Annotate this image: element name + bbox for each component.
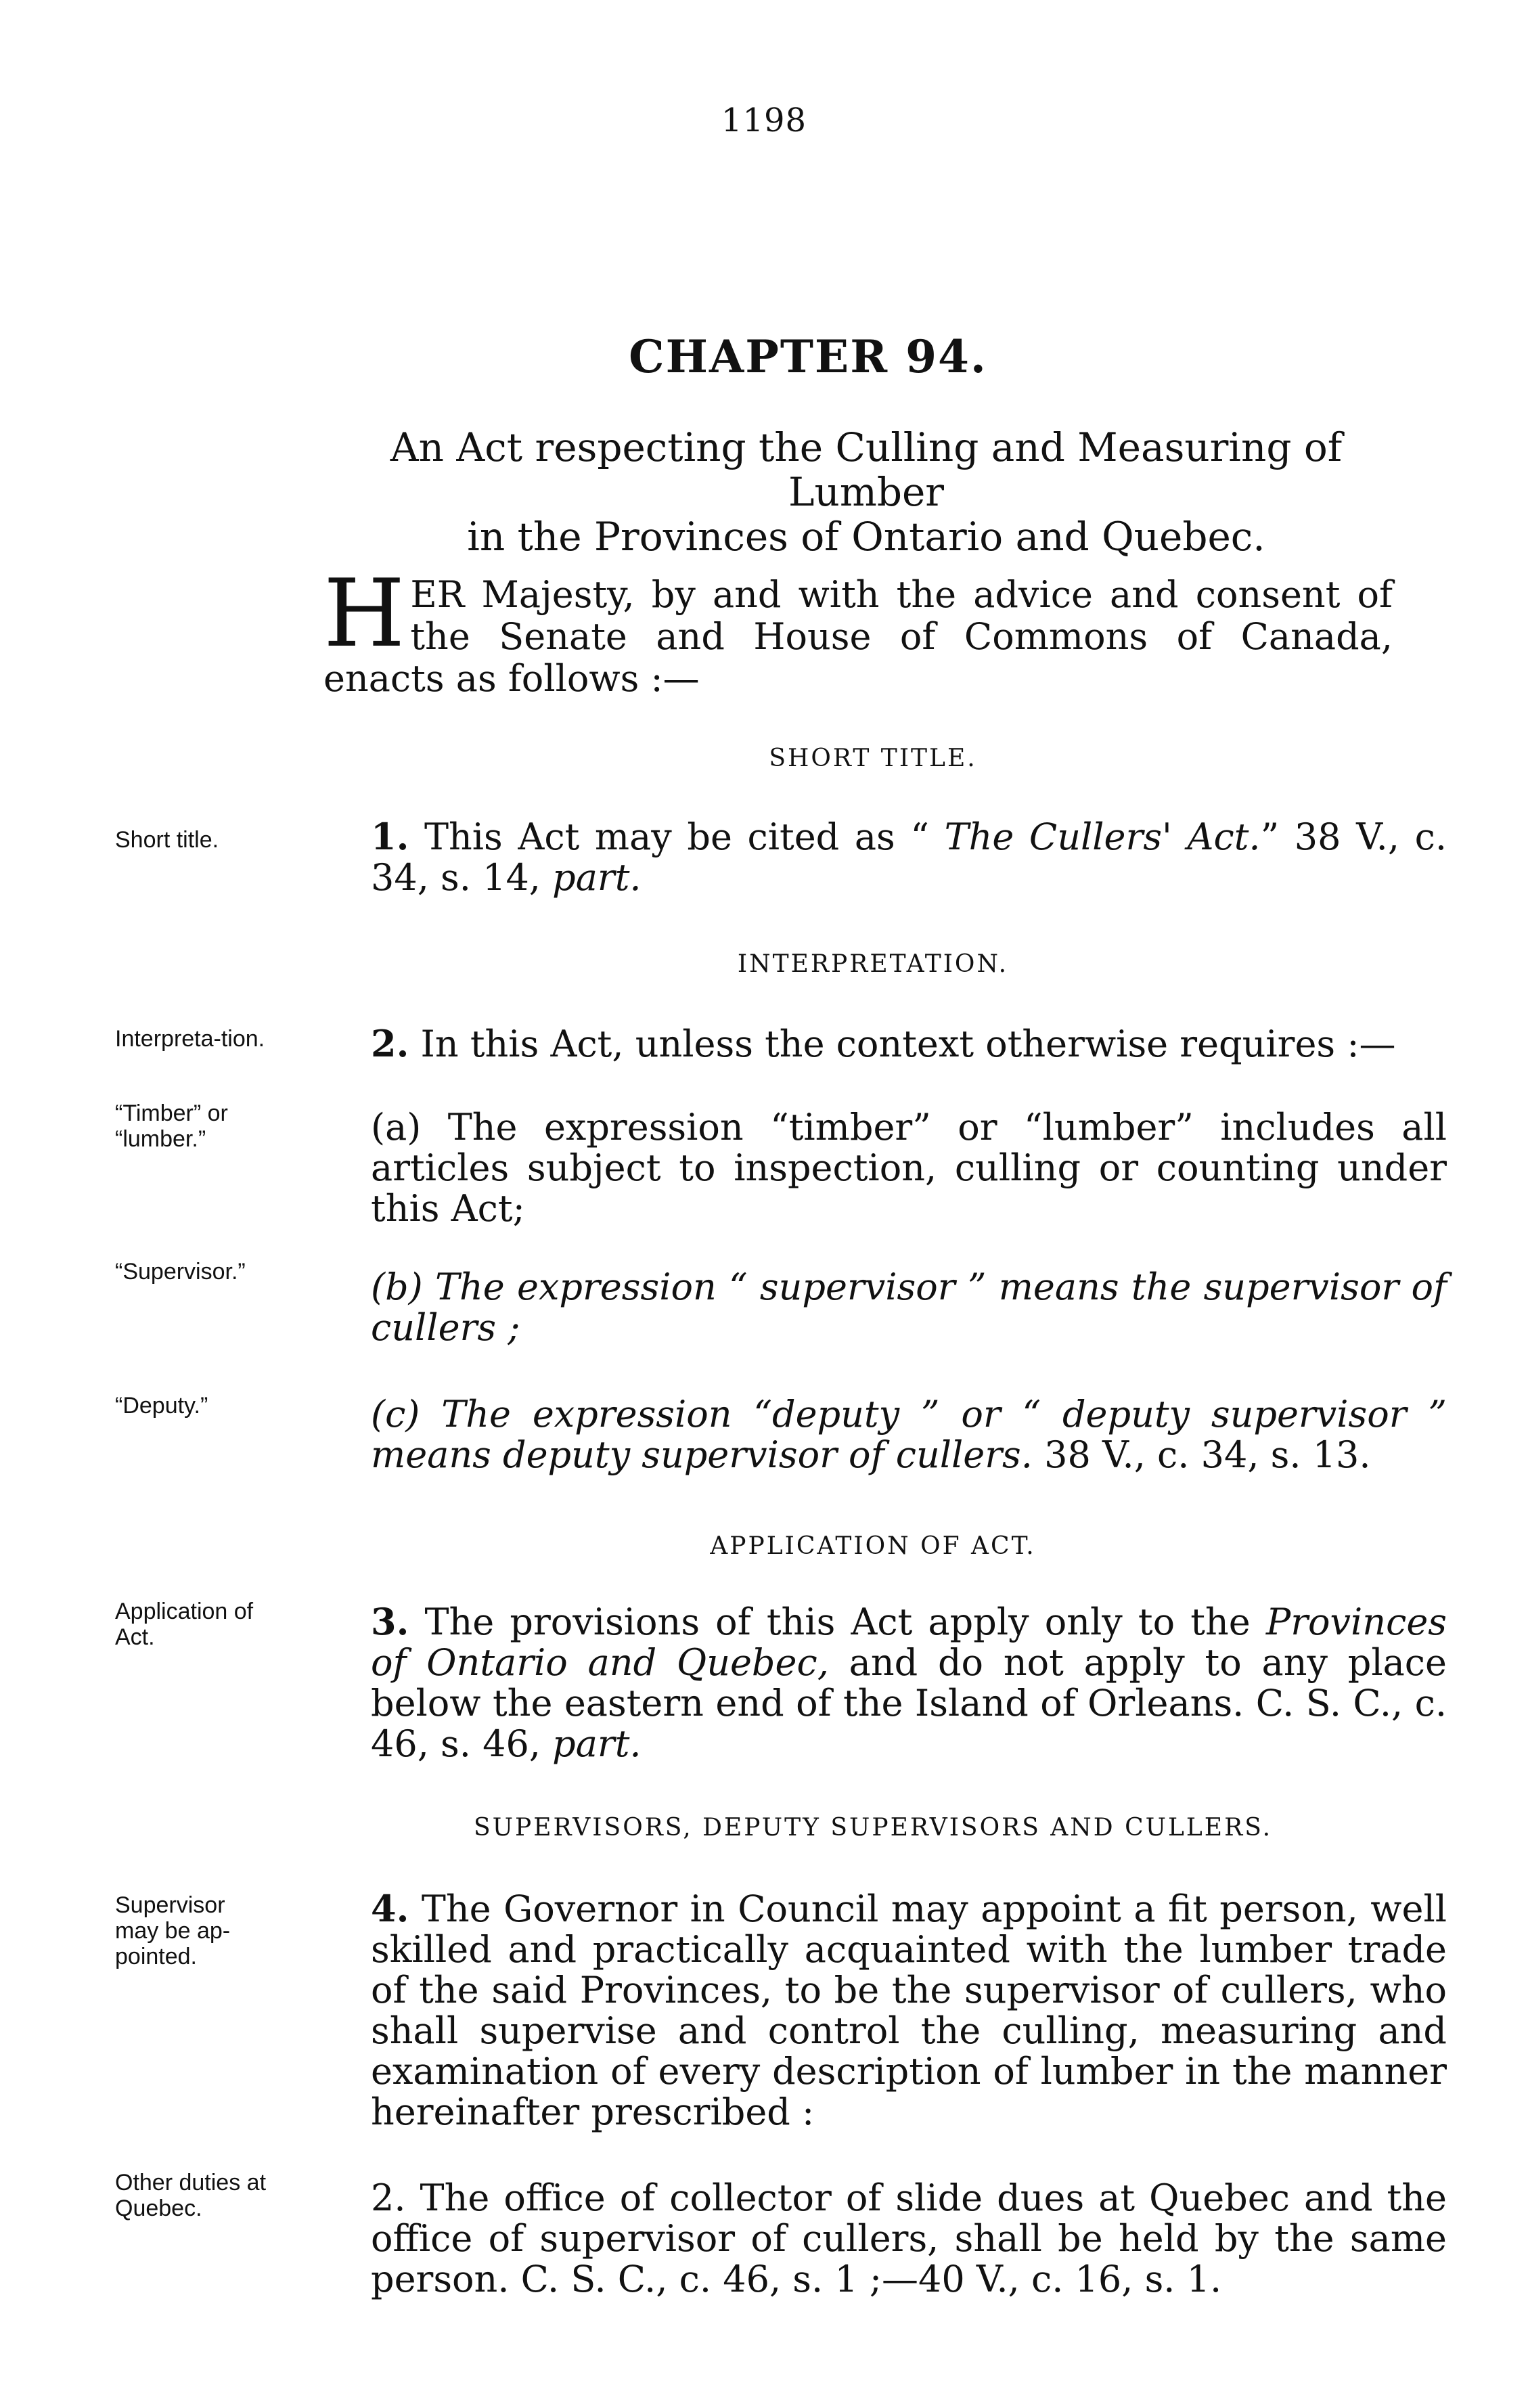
section-2-a: (a) The expression “timber” or “lumber” includes all articles subject to inspection, culling or counting under this Act; bbox=[371, 1106, 1447, 1230]
heading-supervisors: SUPERVISORS, DEPUTY SUPERVISORS AND CULLERS. bbox=[473, 1814, 1273, 1842]
margin-note-timber: “Timber” or “lumber.” bbox=[115, 1100, 228, 1152]
section-2-text: In this Act, unless the context otherwise requires :— bbox=[409, 1023, 1396, 1065]
section-3-text-b: and do not apply to any place below the eastern end of the Island of Orleans. C. S. C., c. 46, s. 46, bbox=[371, 1641, 1447, 1765]
enacting-text: ER Majesty, by and with the advice and consent of the Senate and House of Commons of Canada, enacts as follows :— bbox=[323, 573, 1393, 700]
section-1-part: part. bbox=[552, 856, 642, 899]
margin-note-supervisor-appointed: Supervisor may be ap-pointed. bbox=[115, 1892, 231, 1969]
heading-application: APPLICATION OF ACT. bbox=[710, 1532, 1036, 1560]
section-2-c bbox=[325, 1394, 1447, 1475]
heading-interpretation: INTERPRETATION. bbox=[737, 950, 1009, 978]
act-title-line-1: An Act respecting the Culling and Measuring of Lumber bbox=[390, 424, 1343, 515]
section-1 bbox=[325, 816, 1447, 898]
section-number: 1. bbox=[371, 815, 409, 858]
margin-note-interpretation: Interpreta-tion. bbox=[115, 1026, 265, 1052]
margin-note-other-duties: Other duties at Quebec. bbox=[115, 2170, 267, 2221]
section-2-b: (b) The expression “ supervisor ” means the supervisor of cullers ; bbox=[371, 1266, 1447, 1349]
section-number: 3. bbox=[371, 1600, 409, 1643]
page-number: 1198 bbox=[721, 102, 807, 139]
short-title-name: The Cullers' Act. bbox=[944, 816, 1261, 858]
act-title bbox=[318, 425, 1414, 559]
margin-note-short-title: Short title. bbox=[115, 827, 219, 853]
heading-short-title: SHORT TITLE. bbox=[769, 744, 977, 772]
margin-note-supervisor: “Supervisor.” bbox=[115, 1259, 246, 1285]
section-4-text: The Governor in Council may appoint a fit person, well skilled and practically acquainted with the lumber trade of the said Provinces, to be the supervisor of cullers, who shall supervise and control the culling, measuring and examination of every description of lumber in the manner hereinafter prescribed : bbox=[371, 1888, 1447, 2133]
margin-note-deputy: “Deputy.” bbox=[115, 1393, 208, 1419]
section-3-text-a: The provisions of this Act apply only to the bbox=[409, 1601, 1266, 1643]
section-3-part: part. bbox=[552, 1722, 642, 1765]
section-number: 2. bbox=[371, 1022, 409, 1065]
section-2-c-citation: 38 V., c. 34, s. 13. bbox=[1032, 1433, 1371, 1476]
section-1-text-b: ” 38 V., c. 34, s. 14, bbox=[371, 816, 1447, 899]
act-title-line-2: in the Provinces of Ontario and Quebec. bbox=[467, 514, 1265, 560]
section-4 bbox=[325, 1888, 1447, 2133]
section-3 bbox=[325, 1601, 1447, 1764]
chapter-title: CHAPTER 94. bbox=[629, 330, 987, 383]
drop-cap: H bbox=[323, 559, 405, 668]
section-1-text-a: This Act may be cited as “ bbox=[409, 816, 945, 858]
section-number: 4. bbox=[371, 1887, 409, 1930]
section-4-subsection-2: 2. The office of collector of slide dues at Quebec and the office of supervisor of cullers, shall be held by the same person. C. S. C., c. 46, s. 1 ;—40 V., c. 16, s. 1. bbox=[371, 2177, 1447, 2300]
margin-note-application: Application of Act. bbox=[115, 1599, 254, 1650]
section-2-c-text: (c) The expression “deputy ” or “ deputy supervisor ” means deputy supervisor of cullers. bbox=[371, 1393, 1447, 1476]
section-2 bbox=[325, 1023, 1447, 1065]
section-3-provinces: Provinces of Ontario and Quebec, bbox=[371, 1601, 1447, 1684]
enacting-clause bbox=[323, 559, 1393, 700]
